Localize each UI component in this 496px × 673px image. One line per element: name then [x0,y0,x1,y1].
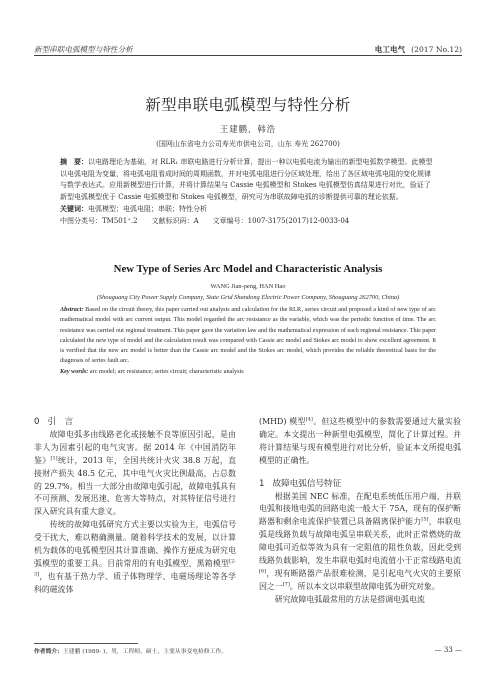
footnote-label: 作者简介： [34,649,63,655]
authors-en: WANG Jian-peng, HAN Hao [210,283,286,290]
citation: [5] [421,516,429,523]
abstract-cn-label: 摘 要： [60,157,88,166]
section-1-title: 故障电弧信号特征 [272,478,342,489]
author-footnote [34,646,227,655]
citation: [2-3] [34,558,236,578]
body-column-left [34,416,236,597]
journal-issue: (2017 No.12) [411,45,462,54]
classification-meta: 中图分类号：TM501⁺.2 文献标识码：A 文章编号：1007-3175(2017)12-0033-04 [60,216,350,225]
citation: [6] [259,568,267,575]
para-text: 。所以本文以串联型故障电弧为研究对象。 [289,581,440,591]
section-0-heading [34,416,236,429]
keywords-en: arc model; arc resistance; series circuit; characteristic analysis [89,367,244,375]
abstract-en-text: Based on the circuit theory, this paper carried out analysis and calculation for the RLR₁ series circuit and proposed a kind of new type of arc mathematical model with arc current output. This model regarded the arc resistance as the variable, which was the periodic function of time. The arc resistance was carried out regional treatment. This paper gave the variation law and the mathematical expression of each regional resistance. This paper calculated the new type of model and the calculation result was compared with Cassie arc model and Stokes arc model to show excellent agreement. It is verified that the new arc model is better than the Cassie arc model and the Stokes arc model, which provides the reliable theoretical basis for the diagnosis of series fault arc. [60,306,436,365]
affiliation-en: (Shouguang City Power Supply Company, State Grid Shandong Electric Power Company, Shouguang 262700, China) [96,294,400,301]
authors-cn: 王建鹏，韩浩 [219,124,277,134]
journal-name: 电工电气 [374,45,406,54]
abstract-cn [60,156,436,228]
section-1-paragraph-1 [259,491,461,594]
para-text: ，串联电弧是线路负载与故障电弧呈串联关系，此时正常燃烧的故障电弧可近似等效为具有一定阻值的阻性负载，因此受到线路负载影响，发生串联电弧时电流值小于正常线路电流 [259,517,461,566]
citation: [1] [50,455,58,462]
citation: [7] [282,581,290,588]
para-text: 统计，2013 年，全国共统计火灾 38.8 万起，直接财产损失 48.5 亿元，其中电气火灾比例最高，占总数的 29.7%。相当一大部分由故障电弧引起，故障电弧具有不可预测、发展迅速、危害大等特点，对其特征信号进行深入研究具有重大意义。 [34,455,236,517]
section-0-paragraph-1 [34,429,236,519]
abstract-en-label: Abstract: [60,306,84,313]
section-1-heading [259,478,461,491]
running-header-journal [375,44,462,55]
para-text: 故障电弧多由线路老化或接触不良等原因引起，是由非人为因素引起的电气灾害。据 2014 年《中国消防年鉴》 [34,429,236,465]
section-0-paragraph-continued [259,416,461,468]
para-text: ，也有基于热力学、质子体物理学、电磁场理论等各学科的磁流体 [34,571,236,594]
para-text: (MHD) 模型 [259,417,306,426]
section-0-number: 0 [34,417,40,427]
running-header-title: 新型串联电弧模型与特性分析 [34,45,133,54]
paper-title-cn: 新型串联电弧模型与特性分析 [145,96,351,114]
page-number: — 33 — [434,646,462,654]
section-1-number: 1 [259,478,265,489]
para-text: 。但这些模型中的参数需要通过大量实验确定。本文提出一种新型电弧模型，简化了计算过程。并将计算结果与现有模型进行对比分析，验证本文所提电弧模型的正确性。 [259,417,461,465]
para-text: 传统的故障电弧研究方式主要以实验为主，电弧信号受干扰大，难以精确测量。随着科学技术的发展，以计算机为载体的电弧模型因其计算准确、操作方便成为研究电弧模型的重要工具。目前常用的有电弧模型、黑箱模型 [34,520,236,568]
section-1-paragraph-2: 研究故障电弧最常用的方法是搭调电弧电流 [274,594,425,604]
keywords-cn: 电弧模型；电弧电阻；串联；特性分析 [88,205,207,214]
abstract-en [60,305,436,377]
header-rule [34,55,462,56]
footnote-rule [34,643,138,644]
keywords-cn-label: 关键词： [60,204,88,214]
abstract-cn-text: 以电路理论为基础，对 RLR₁ 串联电路进行分析计算，提出一种以电弧电流为输出的新型电弧数学模型。此模型以电弧电阻为变量，将电弧电阻看成时间的周期函数，并对电弧电阻进行分区域处理，给出了各区域电弧电阻的变化规律与数学表达式。应用新模型进行计算，并将计算结果与 Cassie 电弧模型和 Stokes 电弧模型仿真结果进行对比，验证了新型电弧模型优于 Cassie 电弧模型和 Stokes 电弧模型，研究可为串联故障电弧的诊断提供可靠的理论依据。 [60,158,433,201]
paper-title-en: New Type of Series Arc Model and Characteristic Analysis [113,263,383,275]
para-text: 根据美国 NEC 标准，在配电系统低压用户端，并联电弧和接地电弧的回路电流一般大于 75A，现有的保护断路器和剩余电流保护装置已具备隔离保护能力 [259,491,461,527]
keywords-en-label: Key words: [60,367,89,375]
section-0-title: 引 言 [47,417,74,427]
footnote-text: 王建鹏 (1989- )，男，工程师，硕士，主要从事变电检修工作。 [63,649,228,655]
para-text: ，现有断路器产品很难检测，是引起电气火灾的主要原因之一 [259,568,461,591]
citation: [4] [305,416,313,423]
affiliation-cn: (国网山东省电力公司寿光市供电公司，山东 寿光 262700) [156,140,340,148]
body-column-right [259,416,461,607]
section-0-paragraph-2 [34,519,236,596]
